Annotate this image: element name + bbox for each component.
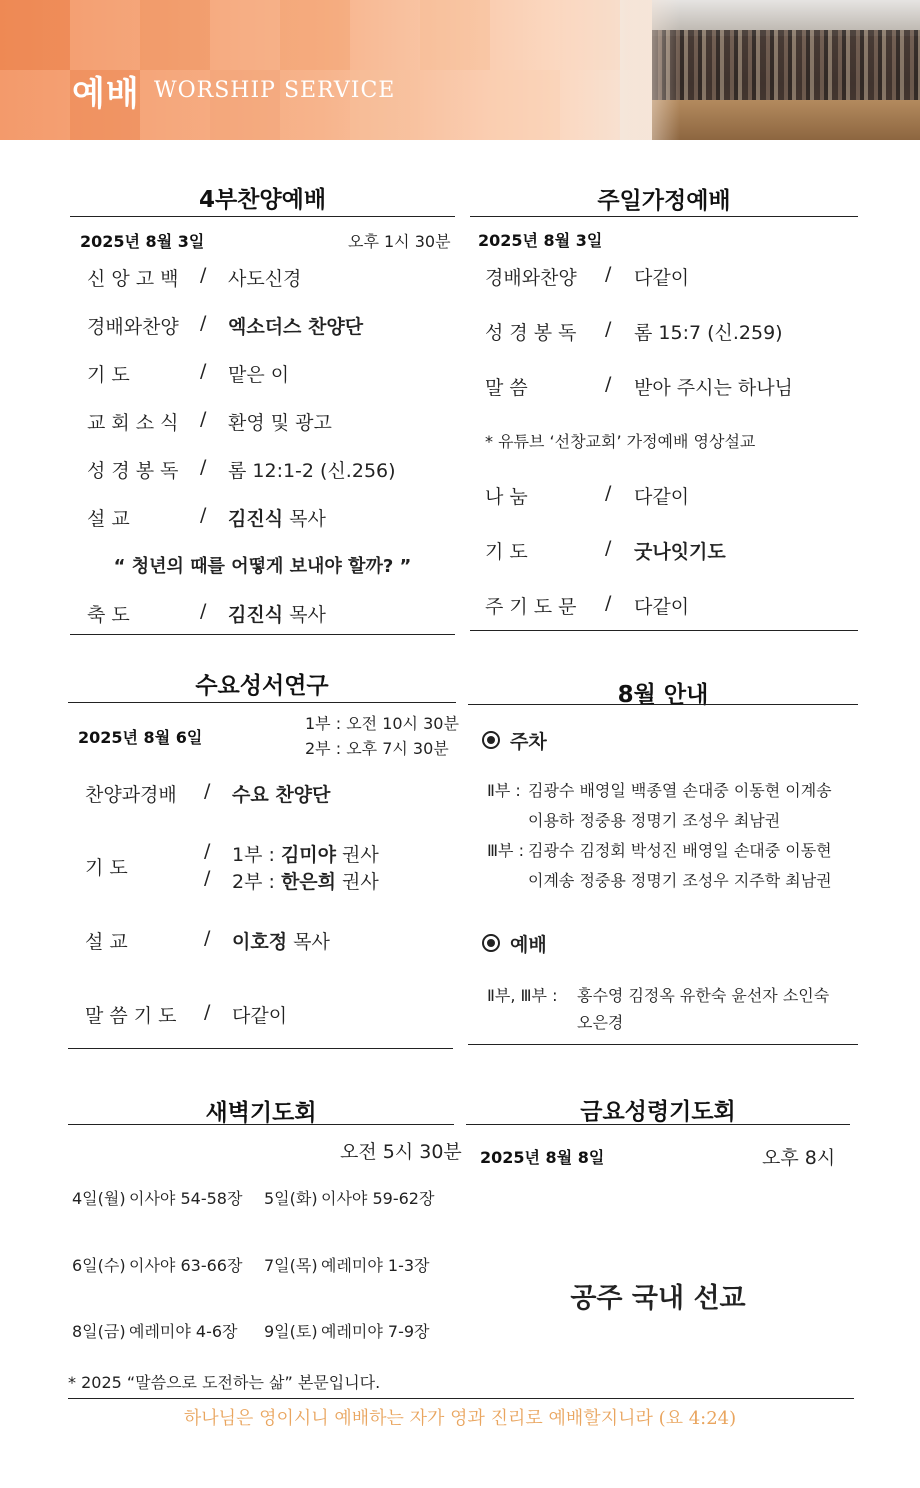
friday-title: 금요성령기도회 bbox=[580, 1099, 736, 1125]
parking-3-names: 김광수 김정회 박성진 배영일 손대중 이동현 bbox=[528, 841, 832, 860]
divider bbox=[68, 1124, 454, 1125]
divider bbox=[70, 216, 455, 217]
preacher-name: 김진식 bbox=[228, 508, 284, 530]
prayer-name: 한은희 bbox=[280, 871, 336, 893]
row-label: 찬양과경배 bbox=[85, 784, 177, 806]
dawn-reading: 예레미야 1-3장 bbox=[321, 1256, 430, 1275]
decor-tile bbox=[0, 0, 70, 70]
footer-verse: 하나님은 영이시니 예배하는 자가 영과 진리로 예배할지니라 (요 4:24) bbox=[183, 1408, 737, 1429]
decor-tile bbox=[280, 0, 350, 70]
row-value: 맡은 이 bbox=[228, 364, 290, 386]
wednesday-date: 2025년 8월 6일 bbox=[78, 728, 203, 747]
separator: / bbox=[200, 408, 207, 430]
dawn-reading: 예레미야 7-9장 bbox=[321, 1322, 430, 1341]
separator: / bbox=[605, 537, 612, 559]
dawn-reading: 이사야 63-66장 bbox=[129, 1256, 243, 1275]
row-value bbox=[232, 927, 330, 954]
dawn-title: 새벽기도회 bbox=[205, 1100, 317, 1126]
family-title: 주일가정예배 bbox=[597, 188, 731, 214]
benediction-role: 목사 bbox=[283, 604, 326, 626]
separator: / bbox=[605, 482, 612, 504]
row-label: 설 교 bbox=[87, 508, 130, 530]
divider bbox=[470, 216, 858, 217]
separator: / bbox=[200, 504, 207, 526]
dawn-day: 9일(토) bbox=[264, 1322, 318, 1341]
row-value: 다같이 bbox=[634, 267, 690, 289]
row-value: 다같이 bbox=[232, 1005, 288, 1027]
divider bbox=[468, 1044, 858, 1045]
row-label: 말 씀 기 도 bbox=[85, 1005, 177, 1027]
family-note: * 유튜브 ‘선창교회’ 가정예배 영상설교 bbox=[485, 432, 756, 451]
row-value: 사도신경 bbox=[228, 268, 302, 290]
wednesday-time1: 1부 : 오전 10시 30분 bbox=[305, 714, 459, 733]
divider bbox=[68, 1048, 453, 1049]
preacher-role: 목사 bbox=[283, 508, 326, 530]
worship-label: Ⅱ부, Ⅲ부 : bbox=[487, 986, 558, 1005]
service4-date: 2025년 8월 3일 bbox=[80, 232, 205, 251]
dawn-reading: 예레미야 4-6장 bbox=[129, 1322, 238, 1341]
row-label: 기 도 bbox=[87, 364, 130, 386]
row-label: 축 도 bbox=[87, 604, 130, 626]
dawn-day: 7일(목) bbox=[264, 1256, 318, 1275]
parking-2-label: Ⅱ부 : bbox=[487, 781, 521, 800]
prayer-2 bbox=[232, 867, 379, 894]
divider bbox=[466, 1124, 850, 1125]
row-value: 롬 12:1-2 (신.256) bbox=[228, 460, 396, 482]
service4-title: 4부찬양예배 bbox=[198, 187, 327, 213]
friday-main: 공주 국내 선교 bbox=[570, 1283, 746, 1314]
row-label: 주 기 도 문 bbox=[485, 596, 577, 618]
family-date: 2025년 8월 3일 bbox=[478, 231, 603, 250]
parking-3-label: Ⅲ부 : bbox=[487, 841, 524, 860]
row-value bbox=[228, 504, 326, 531]
header-title-ko: 예배 bbox=[72, 74, 140, 114]
row-value bbox=[228, 600, 326, 627]
separator: / bbox=[204, 840, 211, 862]
prayer-role: 권사 bbox=[336, 871, 379, 893]
decor-tile bbox=[140, 0, 210, 70]
row-value: 다같이 bbox=[634, 596, 690, 618]
row-label: 기 도 bbox=[485, 541, 528, 563]
divider bbox=[68, 1398, 854, 1399]
preacher-name: 이호정 bbox=[232, 931, 288, 953]
prayer-part: 1부 : bbox=[232, 844, 281, 866]
prayer-part: 2부 : bbox=[232, 871, 281, 893]
parking-2-names: 이용하 정중용 정명기 조성우 최남권 bbox=[528, 811, 781, 830]
dawn-reading: 이사야 59-62장 bbox=[321, 1189, 435, 1208]
row-label: 경배와찬양 bbox=[87, 316, 179, 338]
notice-title: 8월 안내 bbox=[617, 682, 709, 708]
row-label: 기 도 bbox=[85, 857, 128, 879]
separator: / bbox=[204, 1001, 211, 1023]
bullet-icon bbox=[482, 731, 500, 749]
row-label: 나 눔 bbox=[485, 486, 528, 508]
congregation-photo bbox=[652, 0, 920, 140]
separator: / bbox=[605, 592, 612, 614]
dawn-note: * 2025 “말씀으로 도전하는 삶” 본문입니다. bbox=[68, 1373, 381, 1392]
separator: / bbox=[200, 456, 207, 478]
benediction-name: 김진식 bbox=[228, 604, 284, 626]
separator: / bbox=[204, 927, 211, 949]
worship-names: 오은경 bbox=[577, 1013, 624, 1032]
separator: / bbox=[200, 360, 207, 382]
row-value: 환영 및 광고 bbox=[228, 412, 332, 434]
prayer-1 bbox=[232, 840, 379, 867]
row-label: 성 경 봉 독 bbox=[87, 460, 179, 482]
row-label: 경배와찬양 bbox=[485, 267, 577, 289]
row-value: 엑소더스 찬양단 bbox=[228, 316, 364, 338]
friday-date: 2025년 8월 8일 bbox=[480, 1148, 605, 1167]
prayer-name: 김미야 bbox=[280, 844, 336, 866]
row-value: 굿나잇기도 bbox=[634, 541, 726, 563]
row-label: 교 회 소 식 bbox=[87, 412, 179, 434]
separator: / bbox=[204, 780, 211, 802]
divider bbox=[468, 704, 858, 705]
row-value: 받아 주시는 하나님 bbox=[634, 377, 793, 399]
dawn-time: 오전 5시 30분 bbox=[340, 1141, 462, 1163]
dawn-day: 5일(화) bbox=[264, 1189, 318, 1208]
divider bbox=[70, 634, 455, 635]
service4-time: 오후 1시 30분 bbox=[348, 232, 451, 251]
preacher-role: 목사 bbox=[287, 931, 330, 953]
separator: / bbox=[605, 373, 612, 395]
row-label: 성 경 봉 독 bbox=[485, 322, 577, 344]
header-banner bbox=[0, 0, 920, 140]
separator: / bbox=[605, 318, 612, 340]
friday-time: 오후 8시 bbox=[762, 1147, 836, 1169]
decor-tile bbox=[420, 0, 490, 70]
worship-title: 예배 bbox=[510, 934, 547, 956]
parking-2-names: 김광수 배영일 백종열 손대중 이동현 이계송 bbox=[528, 781, 832, 800]
parking-3-names: 이계송 정중용 정명기 조성우 지주학 최남권 bbox=[528, 871, 832, 890]
separator: / bbox=[200, 312, 207, 334]
row-value: 롬 15:7 (신.259) bbox=[634, 322, 783, 344]
parking-title: 주차 bbox=[510, 731, 547, 753]
separator: / bbox=[204, 867, 211, 889]
wednesday-time2: 2부 : 오후 7시 30분 bbox=[305, 739, 449, 758]
row-label: 말 씀 bbox=[485, 377, 528, 399]
bullet-icon bbox=[482, 934, 500, 952]
row-label: 신 앙 고 백 bbox=[87, 268, 179, 290]
row-value: 다같이 bbox=[634, 486, 690, 508]
separator: / bbox=[200, 600, 207, 622]
dawn-day: 4일(월) bbox=[72, 1189, 126, 1208]
sermon-title: “ 청년의 때를 어떻게 보내야 할까? ” bbox=[113, 556, 412, 577]
dawn-reading: 이사야 54-58장 bbox=[129, 1189, 243, 1208]
prayer-role: 권사 bbox=[336, 844, 379, 866]
dawn-day: 6일(수) bbox=[72, 1256, 126, 1275]
divider bbox=[470, 630, 858, 631]
row-label: 설 교 bbox=[85, 931, 128, 953]
worship-names: 홍수영 김정옥 유한숙 윤선자 소인숙 bbox=[577, 986, 830, 1005]
separator: / bbox=[200, 264, 207, 286]
decor-tile bbox=[490, 70, 560, 140]
separator: / bbox=[605, 263, 612, 285]
divider bbox=[68, 702, 456, 703]
header-title-en: WORSHIP SERVICE bbox=[154, 78, 396, 103]
wednesday-title: 수요성서연구 bbox=[195, 673, 329, 699]
row-value: 수요 찬양단 bbox=[232, 784, 331, 806]
dawn-day: 8일(금) bbox=[72, 1322, 126, 1341]
